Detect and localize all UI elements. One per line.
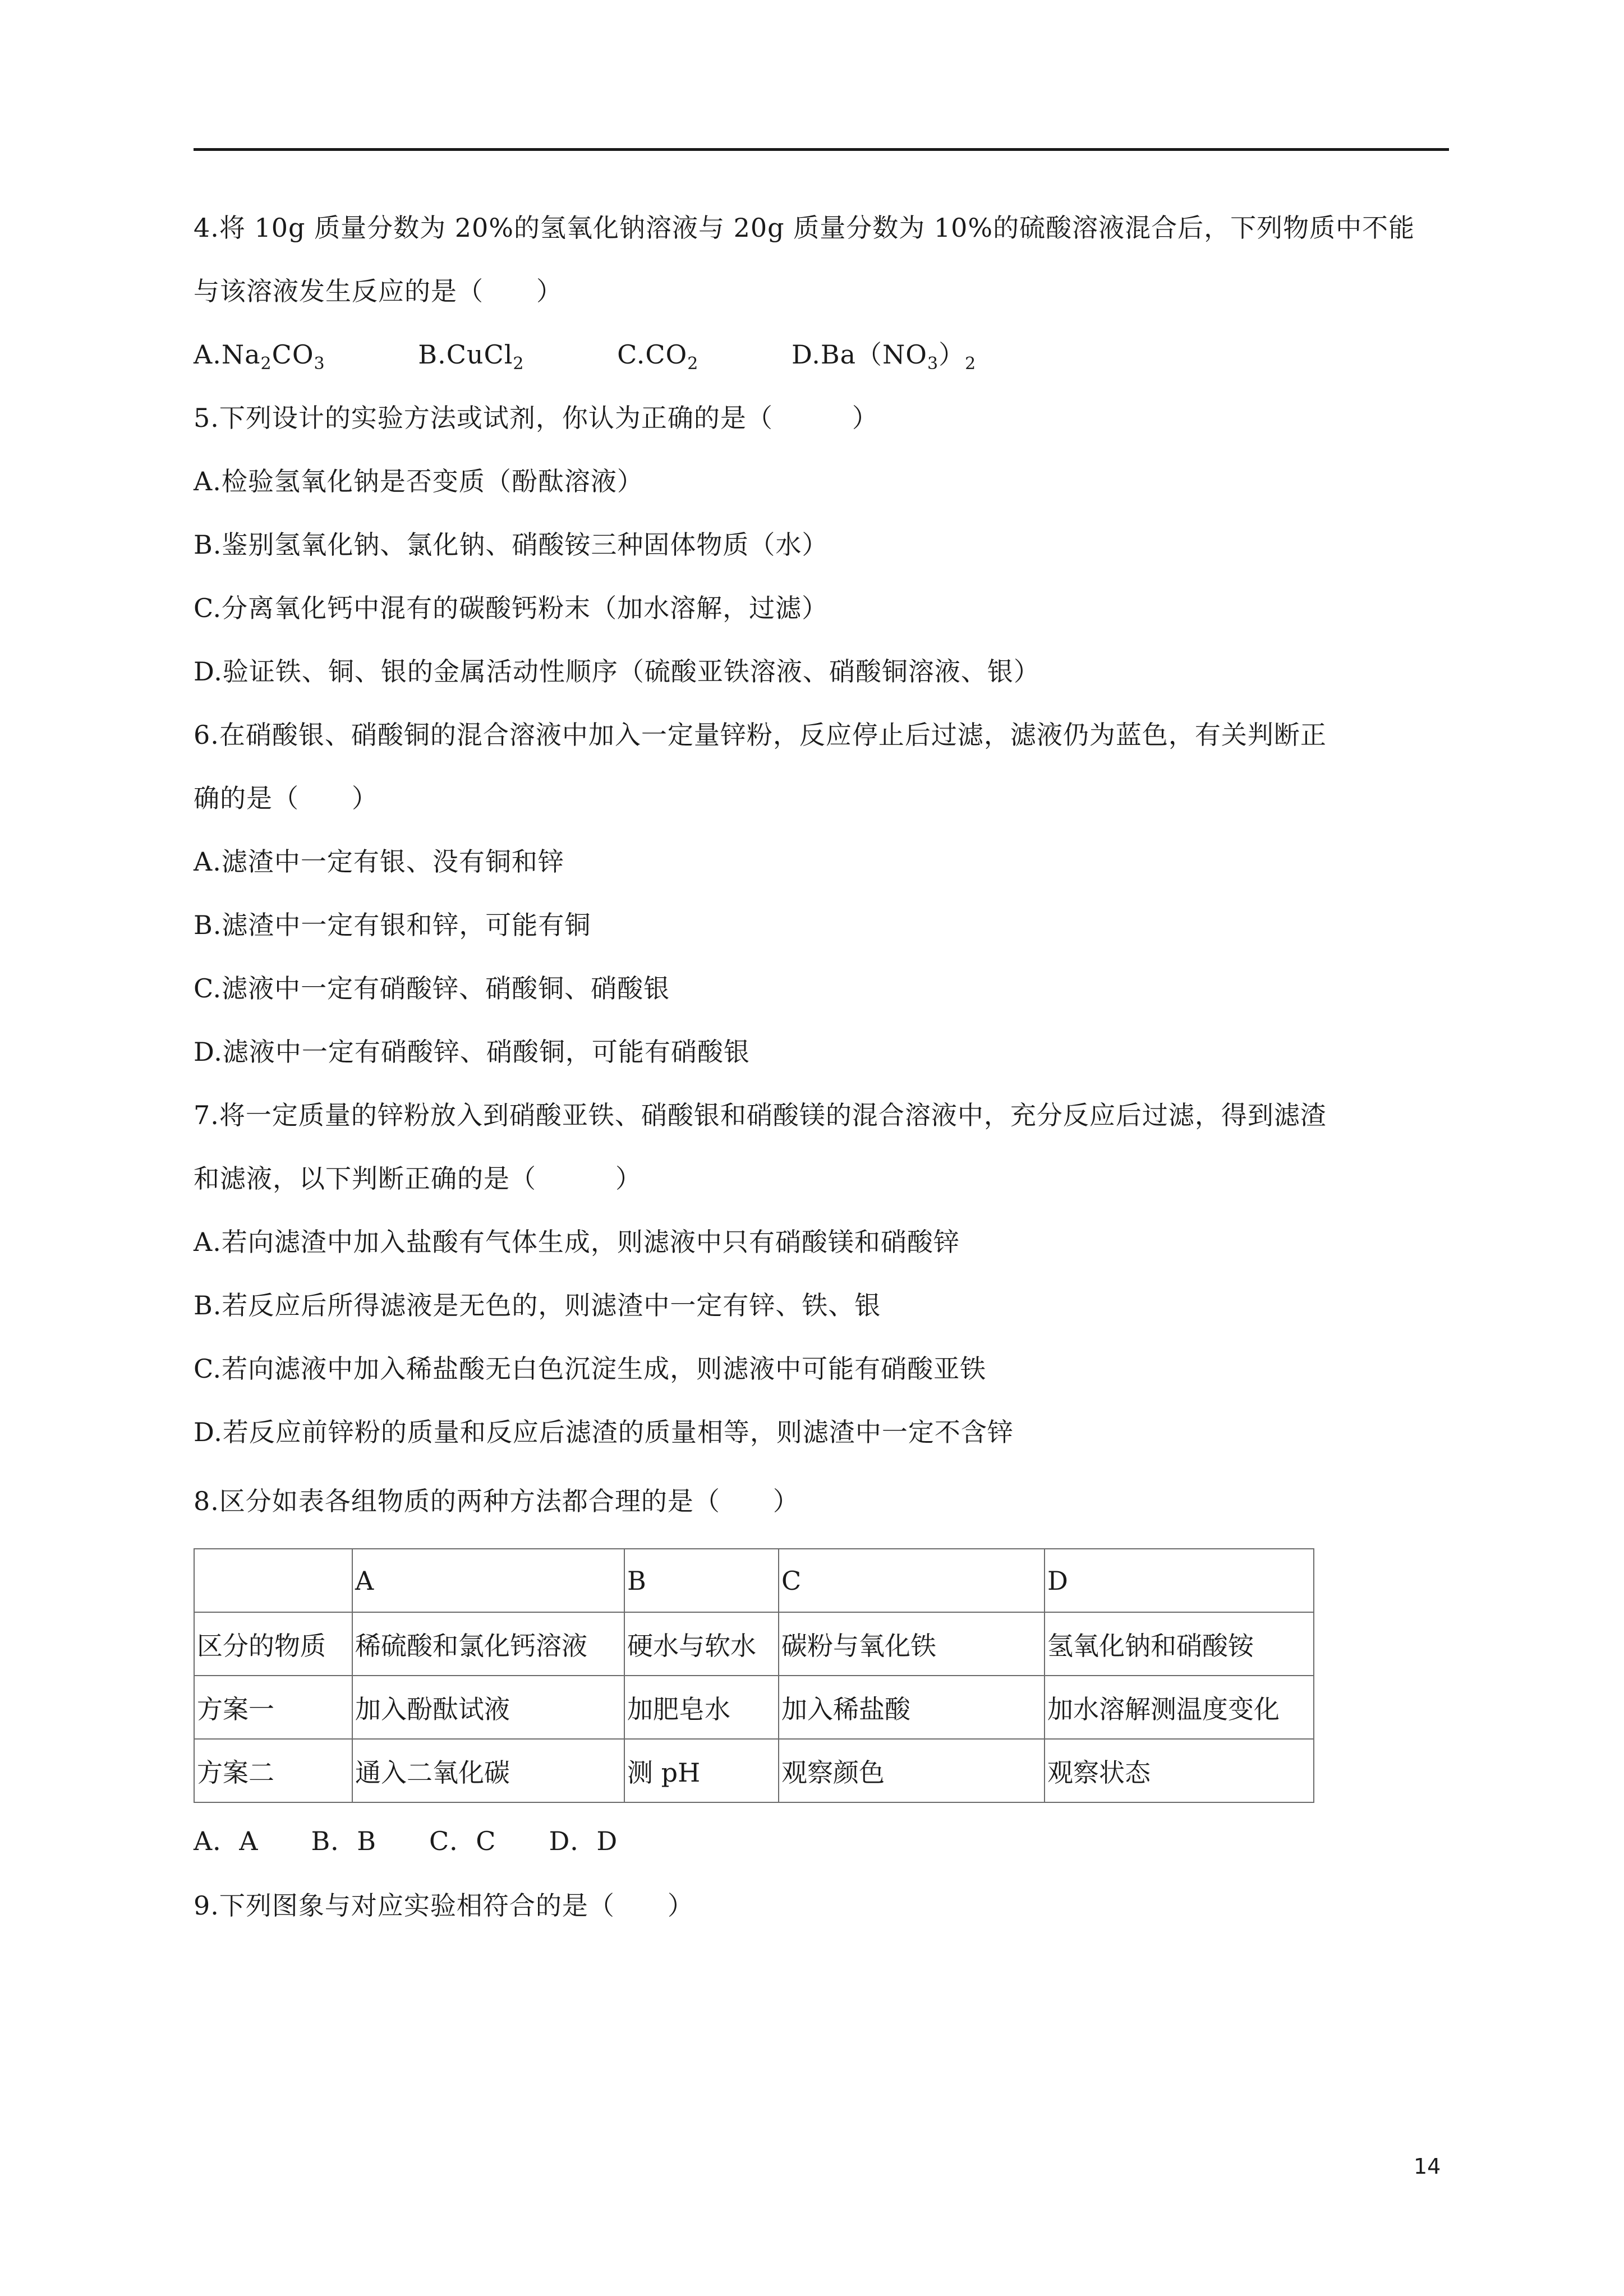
table-cell: 加入酚酞试液 <box>352 1676 624 1739</box>
q8-stem: 8.区分如表各组物质的两种方法都合理的是（ ） <box>194 1486 799 1516</box>
q4-options <box>194 338 1060 374</box>
q9-stem: 9.下列图象与对应实验相符合的是（ ） <box>194 1890 694 1921</box>
table-row <box>194 1676 1314 1739</box>
q7-option-c: C.若向滤液中加入稀盐酸无白色沉淀生成，则滤液中可能有硝酸亚铁 <box>194 1354 987 1384</box>
table-cell: 方案一 <box>194 1676 352 1739</box>
table-cell: 测 pH <box>624 1739 779 1802</box>
q5-option-c: C.分离氧化钙中混有的碳酸钙粉末（加水溶解，过滤） <box>194 593 829 623</box>
table-cell: 加水溶解测温度变化 <box>1045 1676 1314 1739</box>
table-row <box>194 1739 1314 1802</box>
q5-option-b: B.鉴别氢氧化钠、氯化钠、硝酸铵三种固体物质（水） <box>194 530 829 560</box>
table-cell: 通入二氧化碳 <box>352 1739 624 1802</box>
q4-option-a: $A.Na_2CO_3$ <box>194 339 325 374</box>
table-cell: 区分的物质 <box>194 1612 352 1676</box>
table-cell <box>194 1549 352 1612</box>
q5-option-d: D.验证铁、铜、银的金属活动性顺序（硫酸亚铁溶液、硝酸铜溶液、银） <box>194 656 1040 687</box>
table-cell: 氢氧化钠和硝酸铵 <box>1045 1612 1314 1676</box>
table-cell: D <box>1045 1549 1314 1612</box>
q4-option-c: $C.CO_2$ <box>617 339 699 374</box>
q7-stem-line-2: 和滤液，以下判断正确的是（ ） <box>194 1163 642 1194</box>
table-cell: 方案二 <box>194 1739 352 1802</box>
table-header-row <box>194 1549 1314 1612</box>
q4-stem-line-1: 4.将 10g 质量分数为 20%的氢氧化钠溶液与 20g 质量分数为 10%的硫酸溶液混合后，下列物质中不能 <box>194 213 1415 243</box>
table-cell: 加肥皂水 <box>624 1676 779 1739</box>
table-cell: 观察颜色 <box>779 1739 1045 1802</box>
table-cell: C <box>779 1549 1045 1612</box>
page-number: 14 <box>1414 2154 1441 2179</box>
q5-stem: 5.下列设计的实验方法或试剂，你认为正确的是（ ） <box>194 403 878 433</box>
q6-option-d: D.滤液中一定有硝酸锌、硝酸铜，可能有硝酸银 <box>194 1037 750 1067</box>
q4-option-b: B.CuCl$_2$ <box>418 339 525 374</box>
header-rule <box>194 148 1449 151</box>
q5-option-a: A.检验氢氧化钠是否变质（酚酞溶液） <box>194 466 643 496</box>
comparison-table <box>194 1548 1314 1803</box>
q7-stem-line-1: 7.将一定质量的锌粉放入到硝酸亚铁、硝酸银和硝酸镁的混合溶液中，充分反应后过滤，得到滤渣 <box>194 1100 1327 1130</box>
table-cell: 稀硫酸和氯化钙溶液 <box>352 1612 624 1676</box>
table-cell: 加入稀盐酸 <box>779 1676 1045 1739</box>
q6-option-a: A.滤渣中一定有银、没有铜和锌 <box>194 846 564 877</box>
table-cell: A <box>352 1549 624 1612</box>
q4-option-d: $D.Ba(NO_3)_2$ <box>791 339 977 374</box>
table-cell: 观察状态 <box>1045 1739 1314 1802</box>
q8-options: A．A B．B C．C D．D <box>194 1826 618 1856</box>
table-cell: 碳粉与氧化铁 <box>779 1612 1045 1676</box>
table-cell: B <box>624 1549 779 1612</box>
q7-option-b: B.若反应后所得滤液是无色的，则滤渣中一定有锌、铁、银 <box>194 1290 881 1320</box>
q6-stem-line-2: 确的是（ ） <box>194 783 378 813</box>
q7-option-d: D.若反应前锌粉的质量和反应后滤渣的质量相等，则滤渣中一定不含锌 <box>194 1417 1014 1447</box>
q7-option-a: A.若向滤渣中加入盐酸有气体生成，则滤液中只有硝酸镁和硝酸锌 <box>194 1227 960 1257</box>
table-cell: 硬水与软水 <box>624 1612 779 1676</box>
q4-stem-line-2: 与该溶液发生反应的是（ ） <box>194 276 563 306</box>
q6-option-b: B.滤渣中一定有银和锌，可能有铜 <box>194 910 591 940</box>
q6-stem-line-1: 6.在硝酸银、硝酸铜的混合溶液中加入一定量锌粉，反应停止后过滤，滤液仍为蓝色，有关判断正 <box>194 720 1327 750</box>
q6-option-c: C.滤液中一定有硝酸锌、硝酸铜、硝酸银 <box>194 973 670 1004</box>
table-row <box>194 1612 1314 1676</box>
